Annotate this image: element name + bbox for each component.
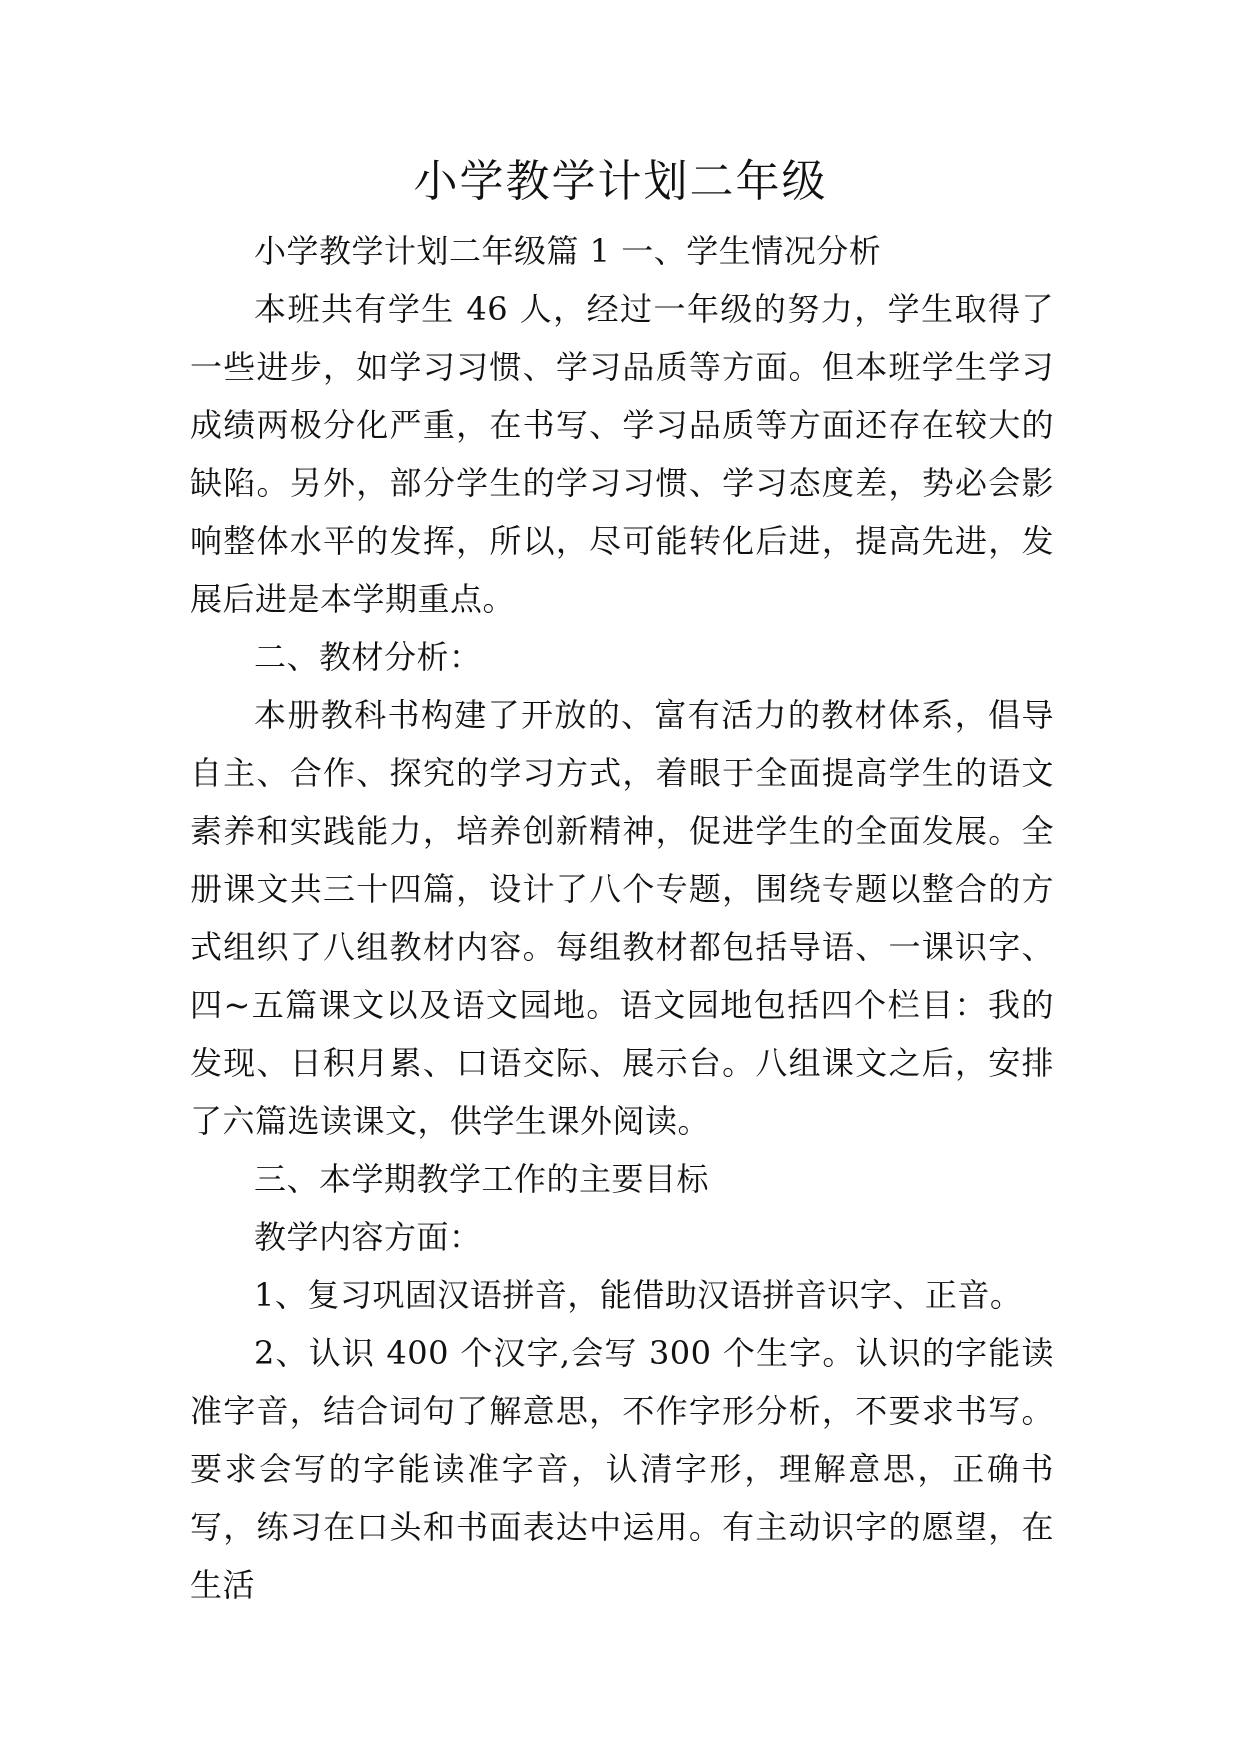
paragraph-section-3-heading: 三、本学期教学工作的主要目标 [254,1160,710,1198]
paragraph-textbook-analysis: 本册教科书构建了开放的、富有活力的教材体系，倡导自主、合作、探究的学习方式，着眼于全面提高学生的语文素养和实践能力，培养创新精神，促进学生的全面发展。全册课文共三十四篇，设计了八个专题，围绕专题以整合的方式组织了八组教材内容。每组教材都包括导语、一课识字、四~五篇课文以及语文园地。语文园地包括四个栏目：我的发现、日积月累、口语交际、展示台。八组课文之后，安排了六篇选读课文，供学生课外阅读。 [190,696,1054,1140]
document-body [190,222,1054,1614]
paragraph-student-analysis: 本班共有学生 46 人，经过一年级的努力，学生取得了一些进步，如学习习惯、学习品质等方面。但本班学生学习成绩两极分化严重，在书写、学习品质等方面还存在较大的缺陷。另外，部分学生的学习习惯、学习态度差，势必会影响整体水平的发挥，所以，尽可能转化后进，提高先进，发展后进是本学期重点。 [190,290,1054,618]
paragraph-goal-2: 2、认识 400 个汉字,会写 300 个生字。认识的字能读准字音，结合词句了解意思，不作字形分析，不要求书写。要求会写的字能读准字音，认清字形，理解意思，正确书写，练习在口头和书面表达中运用。有主动识字的愿望，在生活 [190,1334,1054,1604]
paragraph-goal-1: 1、复习巩固汉语拼音，能借助汉语拼音识字、正音。 [254,1276,1023,1314]
paragraph-section-1-heading: 小学教学计划二年级篇 1 一、学生情况分析 [254,232,882,270]
paragraph-section-2-heading: 二、教材分析： [254,638,482,676]
document-title: 小学教学计划二年级 [413,156,828,207]
paragraph-content-heading: 教学内容方面： [254,1218,482,1256]
